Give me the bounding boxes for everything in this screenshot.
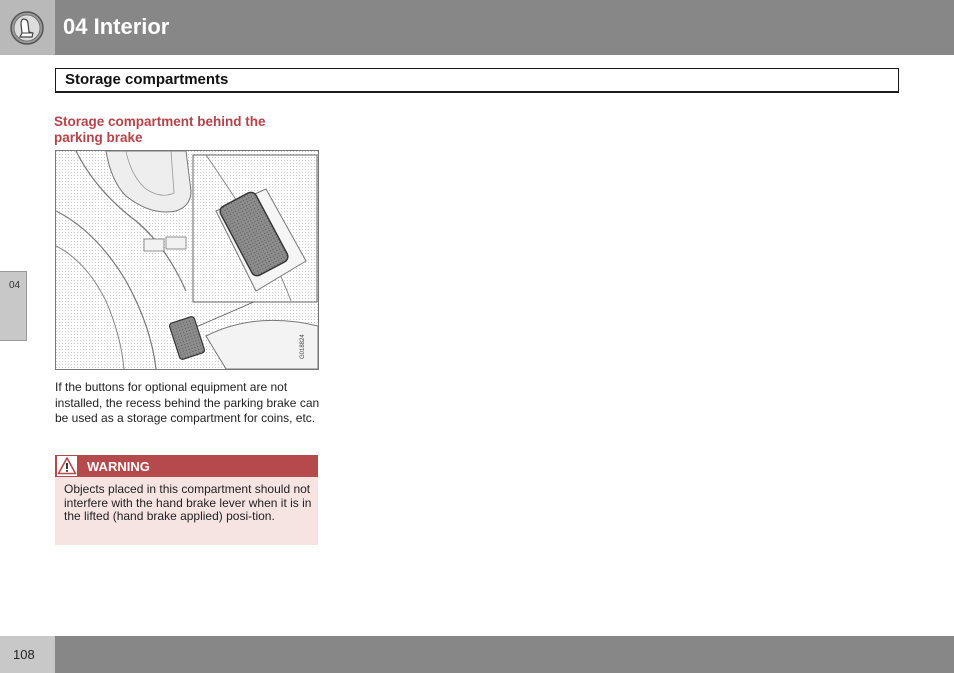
figure-code: G018824 bbox=[300, 334, 306, 359]
section-title: Storage compartments bbox=[65, 71, 229, 88]
chapter-side-tab-label: 04 bbox=[9, 280, 21, 291]
warning-header bbox=[55, 455, 318, 477]
page-footer bbox=[0, 636, 954, 673]
page-number-box bbox=[0, 636, 55, 673]
page-header bbox=[0, 0, 954, 55]
warning-text: Objects placed in this compartment should not interfere with the hand brake lever when it is in the lifted (hand brake applied) posi-tion. bbox=[64, 482, 312, 523]
warning-box bbox=[55, 455, 318, 545]
storage-compartment-illustration bbox=[55, 150, 319, 370]
article-body: If the buttons for optional equipment are not installed, the recess behind the parking brake can be used as a storage compartment for coins, etc. bbox=[55, 380, 320, 425]
seat-icon bbox=[10, 11, 44, 45]
warning-label: WARNING bbox=[87, 459, 150, 474]
section-title-bar bbox=[55, 68, 899, 93]
chapter-icon-box bbox=[0, 0, 55, 55]
page-number: 108 bbox=[13, 647, 35, 662]
chapter-side-tab[interactable] bbox=[0, 271, 27, 341]
warning-triangle-icon bbox=[57, 456, 77, 476]
article-heading: Storage compartment behind the parking brake bbox=[54, 114, 266, 145]
chapter-title: 04 Interior bbox=[63, 14, 170, 39]
